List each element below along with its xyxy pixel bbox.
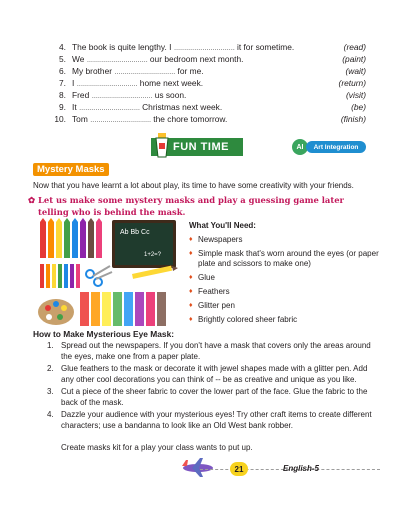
ai-badge: AI: [292, 139, 308, 155]
chalkboard: [112, 220, 176, 268]
board-letters: Ab Bb Cc: [120, 229, 150, 236]
crayons-row: [40, 218, 102, 258]
exercise-item: [48, 77, 366, 89]
chalk-sticks: [80, 292, 166, 326]
howto-heading: How to Make Mysterious Eye Mask:: [33, 329, 175, 339]
item-text-before: We: [72, 54, 87, 64]
markers-row: [40, 264, 80, 288]
item-number: 4.: [59, 42, 66, 52]
item-text-after: home next week.: [137, 78, 204, 88]
art-integration-pill: Art Integration: [306, 141, 366, 153]
page-number: 21: [230, 462, 248, 476]
steps-list: [47, 341, 377, 433]
item-number: 6.: [59, 66, 66, 76]
item-number: 9.: [59, 102, 66, 112]
book-label: English-5: [283, 464, 320, 473]
item-text-after: Christmas next week.: [139, 102, 223, 112]
exercise-item: [48, 41, 366, 53]
fun-time-label: FUN TIME: [173, 141, 229, 153]
item-number: 7.: [59, 78, 66, 88]
paint-palette-icon: [38, 299, 74, 325]
step-text: Dazzle your audience with your mysterious eyes! Try other craft items to create different characters; use a bandanna to look like an Old West bank robber.: [61, 410, 372, 430]
item-text-before: It: [72, 102, 79, 112]
item-text-before: Fred: [72, 90, 92, 100]
step-number: 1.: [47, 341, 54, 350]
item-text-before: I: [72, 78, 77, 88]
scissors-icon: [86, 266, 112, 286]
intro-paragraph: Now that you have learnt a lot about play, its time to have some creativity with your friends.: [33, 181, 354, 190]
materials-title: What You'll Need:: [189, 221, 256, 230]
material-item: ♦ Newspapers: [189, 235, 379, 245]
item-number: 8.: [59, 90, 66, 100]
item-text-after: our bedroom next month.: [147, 54, 244, 64]
item-text-after: for me.: [175, 66, 204, 76]
step-number: 2.: [47, 364, 54, 373]
blank-dots: ..............................: [78, 102, 140, 112]
exercise-list: [48, 41, 366, 125]
step-text: Cut a piece of the sheer fabric to cover the lower part of the face. Glue the fabric to the back of the mask.: [61, 387, 368, 407]
verb-hint: (read): [343, 42, 366, 52]
blank-dots: ..............................: [173, 42, 235, 52]
exercise-item: [48, 101, 366, 113]
step-item: [47, 387, 377, 408]
material-item: ♦ Glitter pen: [189, 301, 379, 311]
verb-hint: (finish): [340, 114, 366, 124]
exercise-item: [48, 53, 366, 65]
exercise-item: [48, 113, 366, 125]
step-item: [47, 364, 377, 385]
item-text-before: Tom: [72, 114, 91, 124]
star-bullet-icon: ✿: [28, 195, 36, 205]
exercise-item: [48, 89, 366, 101]
step-text: Spread out the newspapers. If you don't have a mask that covers only the areas around the eyes, make one from a paper plate.: [61, 341, 371, 361]
step-text: Glue feathers to the mask or decorate it with jewel shapes made with a glitter pen. Add any other cool decorations you can think of -- be as creative and unique as you like.: [61, 364, 368, 384]
material-item: ♦ Feathers: [189, 287, 379, 297]
verb-hint: (wait): [345, 66, 366, 76]
mystery-masks-heading: Mystery Masks: [33, 163, 109, 176]
material-item: ♦ Simple mask that's worn around the eyes (or paper plate and scissors to make one): [189, 249, 379, 269]
step-item: [47, 410, 377, 431]
step-item: [47, 341, 377, 362]
task-instruction: [28, 195, 368, 218]
materials-list: [189, 221, 379, 329]
step-number: 3.: [47, 387, 54, 396]
board-math: 1+2=?: [144, 252, 162, 258]
item-number: 10.: [54, 114, 66, 124]
verb-hint: (paint): [342, 54, 366, 64]
item-text-after: the chore tomorrow.: [150, 114, 228, 124]
task-text: Let us make some mystery masks and play a guessing game later telling who is behind the mask.: [38, 195, 344, 217]
item-text-before: My brother: [72, 66, 115, 76]
material-item: ♦ Glue: [189, 273, 379, 283]
paint-tube-icon: [155, 133, 169, 159]
airplane-icon: [178, 456, 218, 478]
blank-dots: ..............................: [76, 78, 138, 88]
blank-dots: ..............................: [90, 114, 151, 124]
step-number: 4.: [47, 410, 54, 419]
verb-hint: (return): [338, 78, 366, 88]
verb-hint: (visit): [345, 90, 366, 100]
material-item: ♦ Brightly colored sheer fabric: [189, 315, 379, 325]
blank-dots: ..............................: [86, 54, 148, 64]
item-text-before: The book is quite lengthy. I: [72, 42, 174, 52]
item-text-after: it for sometime.: [234, 42, 295, 52]
verb-hint: (be): [351, 102, 366, 112]
blank-dots: ..............................: [91, 90, 153, 100]
blank-dots: ..............................: [114, 66, 176, 76]
item-text-after: us soon.: [152, 90, 187, 100]
item-number: 5.: [59, 54, 66, 64]
closing-line: Create masks kit for a play your class wants to put up.: [61, 443, 253, 452]
exercise-item: [48, 65, 366, 77]
craft-supplies-illustration: [36, 218, 181, 330]
fun-time-banner: [151, 138, 243, 156]
